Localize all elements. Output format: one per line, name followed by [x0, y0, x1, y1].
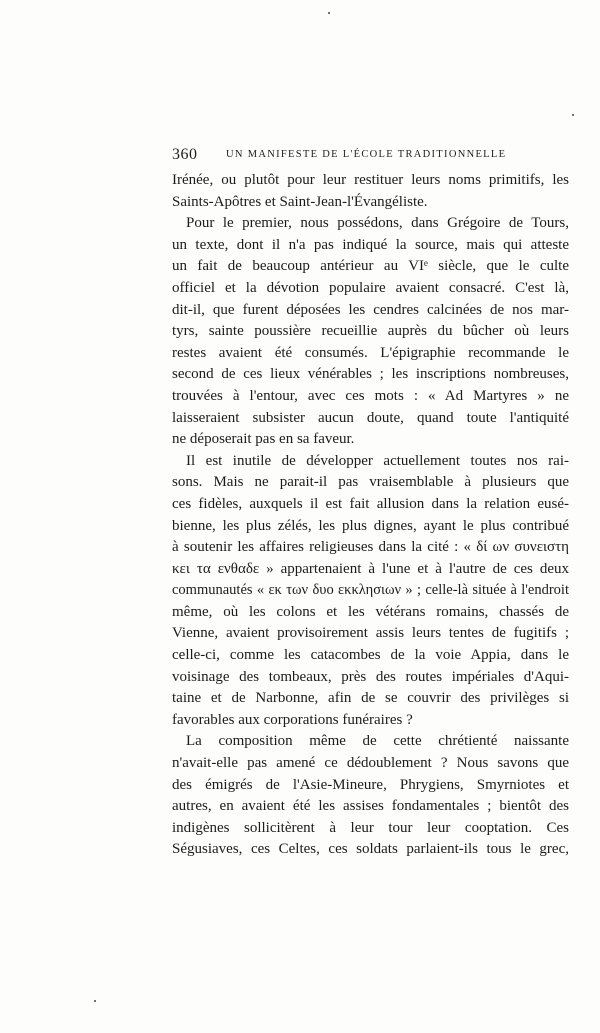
- page-number: 360: [172, 146, 198, 163]
- text-line: κει τα ενθαδε » appartenaient à l'une et à l'autre de ces deux: [172, 560, 569, 577]
- text-line: ne déposerait pas en sa faveur.: [172, 431, 355, 448]
- text-line: n'avait-elle pas amené ce dédoublement ? Nous savons que: [172, 755, 569, 772]
- text-line: autres, en avaient été les assises fondamentales ; bientôt des: [172, 798, 569, 815]
- text-line: voisinage des tombeaux, près des routes impériales d'Aqui-: [172, 668, 569, 685]
- running-head: UN MANIFESTE DE L'ÉCOLE TRADITIONNELLE: [226, 149, 507, 160]
- text-line: Ségusiaves, ces Celtes, ces soldats parlaient-ils tous le grec,: [172, 841, 569, 858]
- text-line: favorables aux corporations funéraires ?: [172, 711, 413, 728]
- text-line: restes avaient été consumés. L'épigraphie recommande le: [172, 344, 569, 361]
- text-line: des émigrés de l'Asie-Mineure, Phrygiens, Smyrniotes et: [172, 776, 569, 793]
- print-speck: [328, 12, 330, 14]
- text-line: Vienne, avaient provisoirement assis leurs tentes de fugitifs ;: [172, 625, 569, 642]
- text-line: taine et de Narbonne, afin de se couvrir des privilèges si: [172, 690, 569, 707]
- text-line: communautés « εκ των δυο εκκλησιων » ; celle-là située à l'endroit: [172, 582, 569, 599]
- print-speck: [94, 1000, 96, 1002]
- text-line: celle-ci, comme les catacombes de la voie Appia, dans le: [172, 647, 569, 664]
- text-line: officiel et la dévotion populaire avaient consacré. C'est là,: [172, 279, 569, 296]
- text-line: Pour le premier, nous possédons, dans Grégoire de Tours,: [186, 215, 569, 232]
- text-line: bienne, les plus zélés, les plus dignes, ayant le plus contribué: [172, 517, 569, 534]
- text-line: un fait de beaucoup antérieur au VIᵉ siècle, que le culte: [172, 258, 569, 275]
- text-line: La composition même de cette chrétienté naissante: [186, 733, 569, 750]
- text-line: sons. Mais ne parait-il pas vraisemblable à plusieurs que: [172, 474, 569, 491]
- text-line: un texte, dont il n'a pas indiqué la source, mais qui atteste: [172, 236, 569, 253]
- text-line: tyrs, sainte poussière recueillie auprès du bûcher où leurs: [172, 323, 569, 340]
- text-line: trouvées à l'entour, avec ces mots : « Ad Martyres » ne: [172, 387, 569, 404]
- text-line: à soutenir les affaires religieuses dans la cité : « δί ων συνειστη: [172, 539, 569, 556]
- text-line: même, où les colons et les vétérans romains, chassés de: [172, 603, 569, 620]
- text-line: Irénée, ou plutôt pour leur restituer leurs noms primitifs, les: [172, 172, 569, 188]
- text-line: Il est inutile de développer actuellement toutes nos rai-: [186, 452, 569, 469]
- text-line: second de ces lieux vénérables ; les inscriptions nombreuses,: [172, 366, 569, 383]
- text-line: ces fidèles, auxquels il est fait allusion dans la relation eusé-: [172, 495, 569, 512]
- text-line: laisseraient subsister aucun doute, quand toute l'antiquité: [172, 409, 569, 426]
- text-line: indigènes sollicitèrent à leur tour leur cooptation. Ces: [172, 819, 569, 836]
- page-header: [172, 146, 584, 166]
- body-text: [172, 170, 569, 861]
- text-line: dit-il, que furent déposées les cendres calcinées de nos mar-: [172, 301, 569, 318]
- print-speck: [572, 114, 574, 116]
- text-line: Saints-Apôtres et Saint-Jean-l'Évangéliste.: [172, 193, 428, 210]
